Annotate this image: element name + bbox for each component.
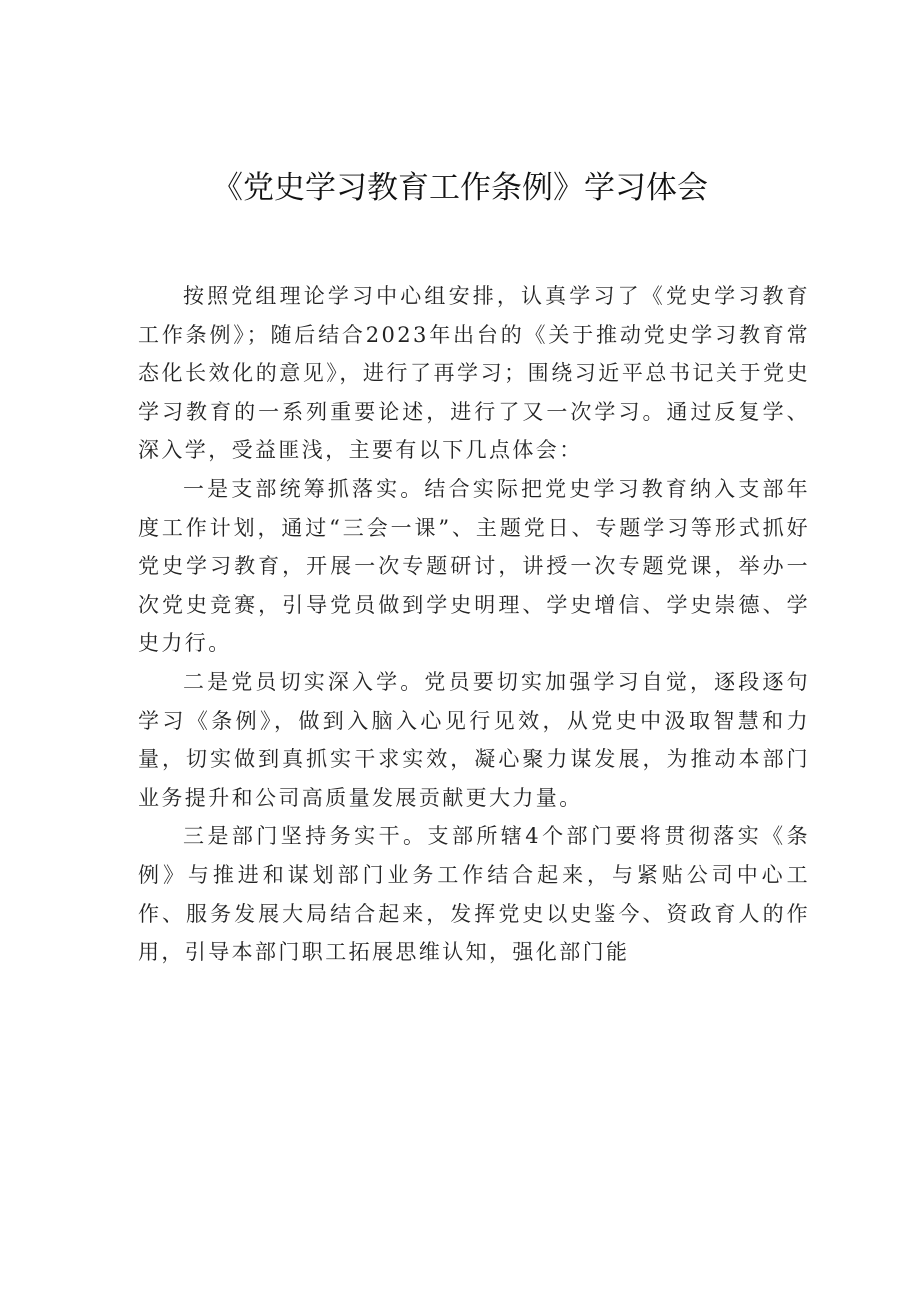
document-title: 《党史学习教育工作条例》学习体会 [212, 170, 708, 206]
paragraph-point-two: 二是党员切实深入学。党员要切实加强学习自觉，逐段逐句学习《条例》，做到入脑入心见行见效，从党史中汲取智慧和力量，切实做到真抓实干求实效，凝心聚力谋发展，为推动本部门业务提升和公司高质量发展贡献更大力量。 [138, 669, 810, 810]
paragraph-point-three: 三是部门坚持务实干。支部所辖4个部门要将贯彻落实《条例》与推进和谋划部门业务工作结合起来，与紧贴公司中心工作、服务发展大局结合起来，发挥党史以史鉴今、资政育人的作用，引导本部门职工拓展思维认知，强化部门能 [138, 824, 810, 965]
document-body [138, 277, 810, 972]
paragraph-intro: 按照党组理论学习中心组安排，认真学习了《党史学习教育工作条例》；随后结合2023年出台的《关于推动党史学习教育常态化长效化的意见》，进行了再学习；围绕习近平总书记关于党史学习教育的一系列重要论述，进行了又一次学习。通过反复学、深入学，受益匪浅，主要有以下几点体会： [138, 284, 810, 463]
paragraph-point-one: 一是支部统筹抓落实。结合实际把党史学习教育纳入支部年度工作计划，通过“三会一课”、主题党日、专题学习等形式抓好党史学习教育，开展一次专题研讨，讲授一次专题党课，举办一次党史竞赛，引导党员做到学史明理、学史增信、学史崇德、学史力行。 [138, 476, 810, 656]
